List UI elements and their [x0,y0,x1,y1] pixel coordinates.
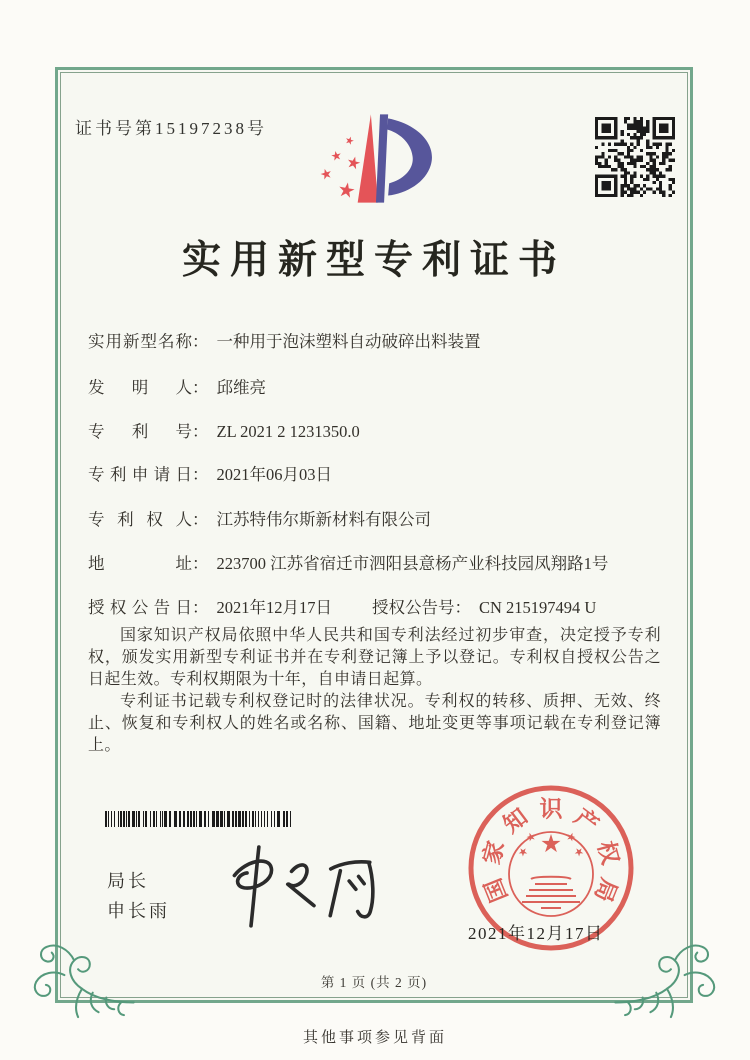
field-row-inventor [88,374,266,398]
colon: ： [192,510,209,529]
seal-char: 家 [478,838,510,868]
signature-shen-changyu [220,835,398,933]
barcode [105,811,293,827]
field-label: 发明人 [88,378,192,397]
field-label: 专利号 [88,422,192,441]
cnipa-logo-icon [313,110,445,207]
colon: ： [192,554,209,573]
field-label: 地址 [88,554,192,573]
field-value: 江苏特伟尔斯新材料有限公司 [216,510,431,529]
seal-char: 产 [569,803,604,838]
field-row-grant [88,594,597,618]
certificate-number: 证书号第15197238号 [75,119,267,138]
field-label: 授权公告日 [88,598,192,617]
colon: ： [192,422,209,441]
seal-date: 2021年12月17日 [468,924,604,943]
field-value: 2021年12月17日 [216,598,332,617]
field-value: 223700 江苏省宿迁市泗阳县意杨产业科技园凤翔路1号 [216,554,609,573]
back-side-note: 其他事项参见背面 [302,1030,447,1046]
legal-paragraph-2: 专利证书记载专利权登记时的法律状况。专利权的转移、质押、无效、终止、恢复和专利权人的姓名或名称、国籍、地址变更等事项记载在专利登记簿上。 [88,693,661,754]
field-label: 专利权人 [88,510,192,529]
field-row-filing-date [88,461,332,485]
field-row-patentee [88,506,431,530]
field-row-patent-number [88,418,360,442]
seal-char: 权 [592,838,624,868]
colon: ： [454,598,471,617]
tiananmen-icon [522,877,580,908]
qr-code [595,117,675,197]
signer-block [107,866,170,926]
colon: ： [192,332,209,351]
seal-char: 识 [539,796,563,822]
field-label: 实用新型名称 [88,332,192,351]
colon: ： [192,598,209,617]
field-row-utility-name [88,328,481,352]
legal-text [88,625,661,757]
signer-name: 申长雨 [107,901,170,921]
field-label: 专利申请日 [88,465,192,484]
field-value: CN 215197494 U [479,598,597,617]
national-emblem-icon [517,831,585,857]
field-value: 2021年06月03日 [216,465,332,484]
page-number: 第 1 页 (共 2 页) [320,975,428,990]
seal-char: 局 [589,874,622,906]
legal-paragraph-1: 国家知识产权局依照中华人民共和国专利法经过初步审查，决定授予专利权，颁发实用新型专利证书并在专利登记簿上予以登记。专利权自授权公告之日起生效。专利权期限为十年，自申请日起算。 [88,627,661,688]
field-value: ZL 2021 2 1231350.0 [216,422,360,441]
field-value: 一种用于泡沫塑料自动破碎出料装置 [216,332,481,351]
colon: ： [192,465,209,484]
field-grant-number [372,594,596,618]
seal-char: 知 [498,803,533,838]
colon: ： [192,378,209,397]
field-row-address [88,550,608,574]
certificate-title: 实用新型专利证书 [181,239,566,282]
seal-char: 国 [480,874,513,906]
signer-role: 局长 [107,871,149,891]
field-value: 邱维亮 [216,378,266,397]
field-label: 授权公告号 [372,598,455,617]
